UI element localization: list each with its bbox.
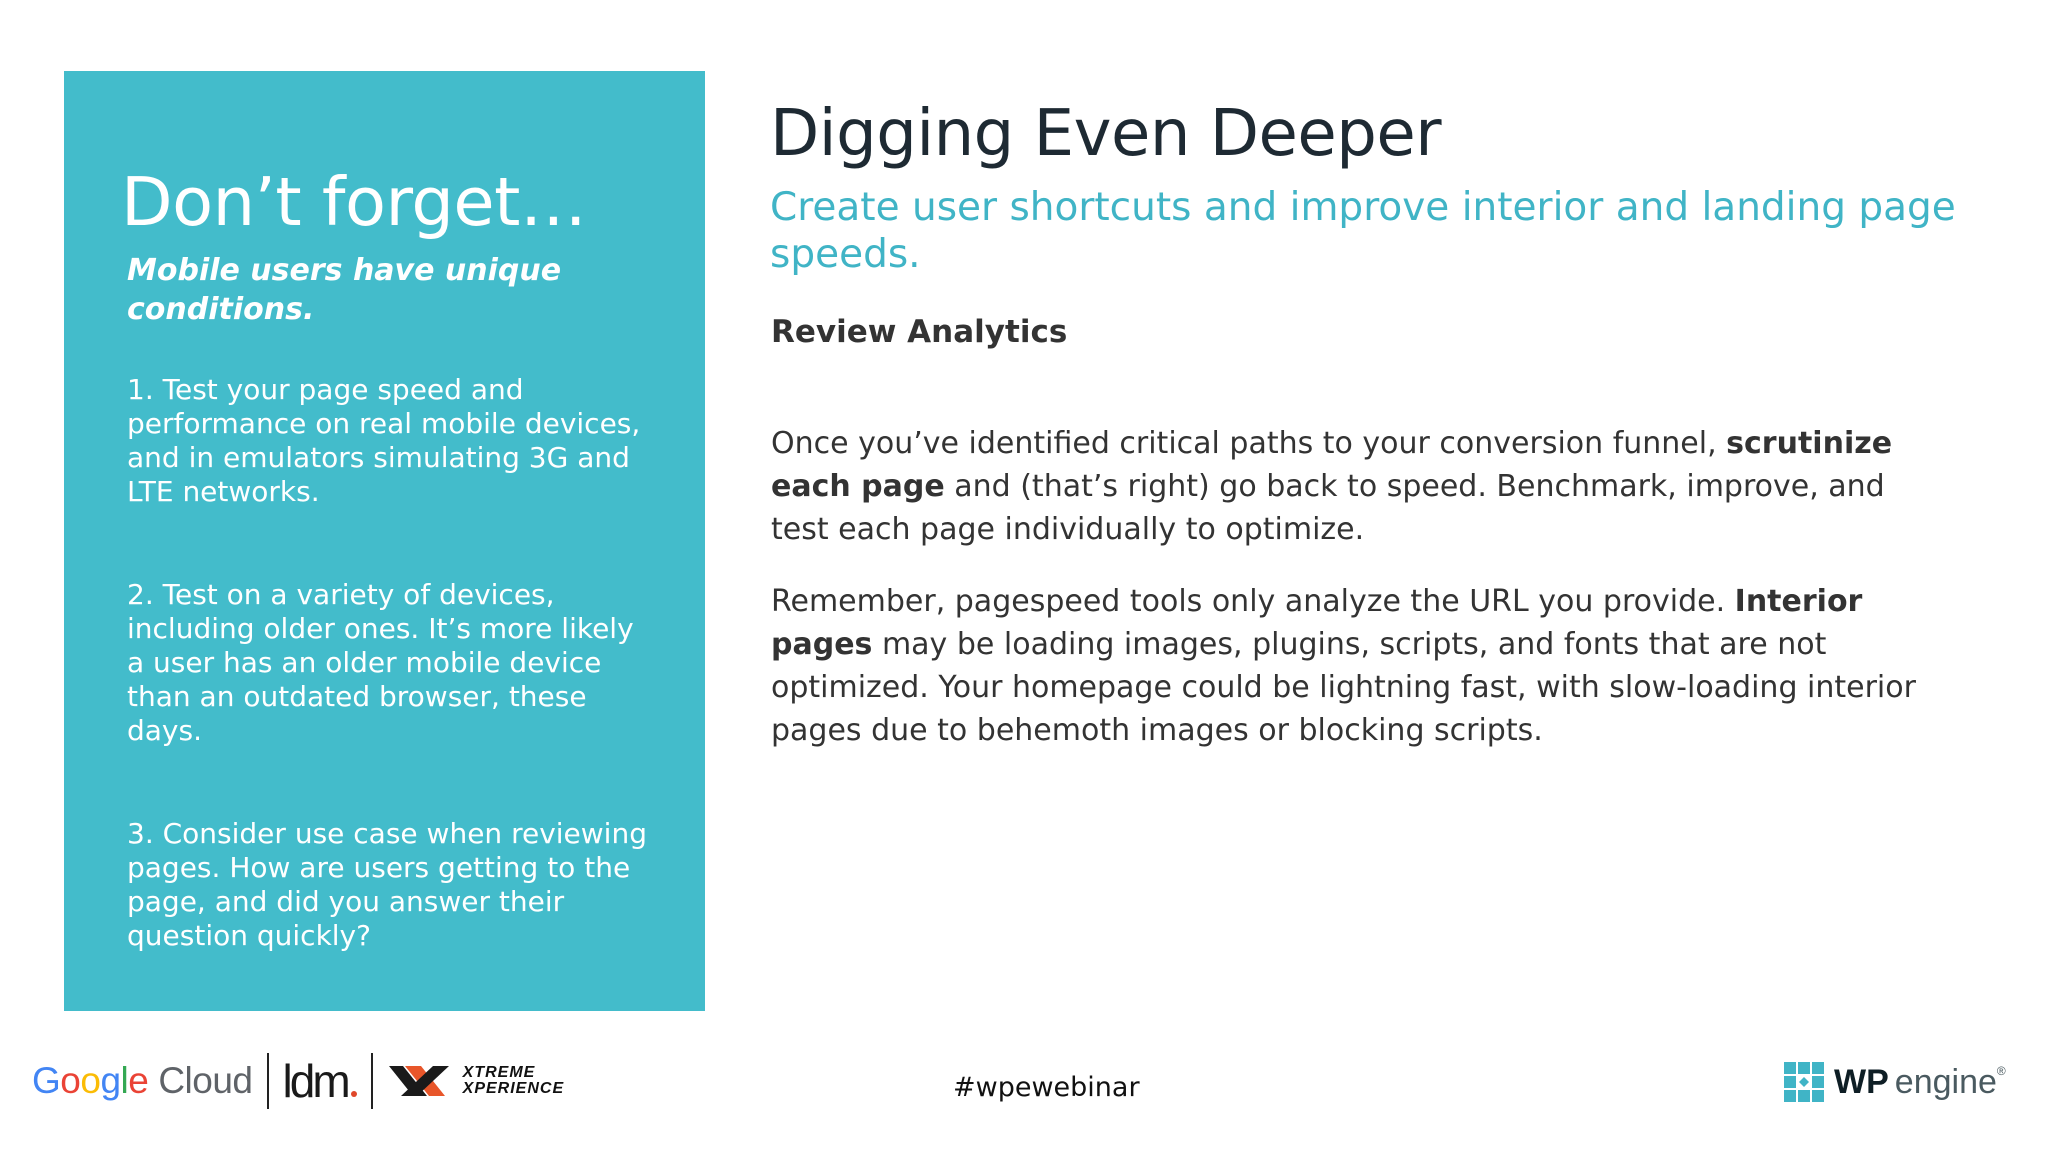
paragraph-text: Remember, pagespeed tools only analyze the URL you provide. <box>771 584 1735 619</box>
body-paragraph <box>771 422 1951 551</box>
paragraph-emphasis: scrutinize each page <box>771 426 1893 504</box>
xtreme-x-icon <box>387 1064 459 1098</box>
partner-logos <box>32 1050 564 1112</box>
hashtag: #wpewebinar <box>953 1072 1140 1103</box>
logo-letter: G <box>32 1060 61 1101</box>
slide-title: Digging Even Deeper <box>770 97 1442 171</box>
paragraph-emphasis: Interior pages <box>771 584 1863 662</box>
logo-divider <box>371 1053 373 1109</box>
section-heading: Review Analytics <box>771 314 1068 350</box>
xtreme-xperience-logo <box>387 1064 564 1098</box>
slide-subtitle: Create user shortcuts and improve interior and landing page speeds. <box>770 185 1956 277</box>
wpengine-wordmark <box>1834 1065 2006 1099</box>
tip-item: 2. Test on a variety of devices, including older ones. It’s more likely a user has an older mobile device than an outdated browser, these days. <box>127 578 634 747</box>
dont-forget-panel <box>64 71 705 1011</box>
wpengine-engine: engine <box>1894 1063 1997 1101</box>
xtreme-wordmark <box>463 1065 564 1097</box>
logo-letter: o <box>60 1060 81 1101</box>
xtreme-line: XPERIENCE <box>462 1080 565 1097</box>
body-paragraph <box>771 580 1951 752</box>
ldm-logo-text: ldm <box>282 1055 348 1107</box>
paragraph-text: and (that’s right) go back to speed. Benchmark, improve, and test each page individually to optimize. <box>771 469 1885 547</box>
logo-letter: g <box>100 1060 121 1101</box>
logo-letter: e <box>128 1060 149 1101</box>
panel-title: Don’t forget… <box>121 163 587 241</box>
tip-item: 1. Test your page speed and performance on real mobile devices, and in emulators simulating 3G and LTE networks. <box>127 373 641 508</box>
ldm-logo <box>282 1055 357 1107</box>
logo-letter: l <box>120 1060 129 1101</box>
wpengine-wp: WP <box>1834 1063 1889 1101</box>
logo-letter: o <box>80 1060 101 1101</box>
google-cloud-logo <box>32 1060 253 1102</box>
wpengine-logo <box>1784 1062 2006 1102</box>
registered-mark: ® <box>1996 1064 2006 1078</box>
panel-subtitle: Mobile users have unique conditions. <box>127 253 562 327</box>
logo-divider <box>267 1053 269 1109</box>
wpengine-grid-icon <box>1784 1062 1824 1102</box>
ldm-dot <box>351 1091 357 1097</box>
tip-item: 3. Consider use case when reviewing pages. How are users getting to the page, and did you answer their question quickly? <box>127 817 647 952</box>
paragraph-text: may be loading images, plugins, scripts, and fonts that are not optimized. Your homepage could be lightning fast, with slow-loading interior pages due to behemoth images or blocking scripts. <box>771 627 1916 748</box>
logo-word: Cloud <box>158 1060 253 1101</box>
xtreme-line: XTREME <box>462 1064 536 1081</box>
paragraph-text: Once you’ve identified critical paths to your conversion funnel, <box>771 426 1727 461</box>
